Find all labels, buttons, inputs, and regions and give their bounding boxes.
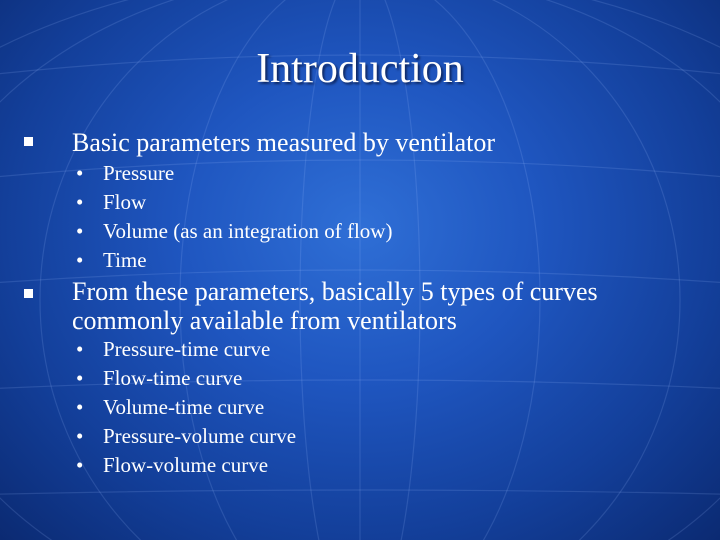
list-item [76,422,676,451]
bullet-dot-icon: • [76,337,84,361]
list-item-label: Volume-time curve [103,395,265,419]
list-item [76,217,676,246]
bullet-dot-icon: • [76,219,84,243]
bullet-curve-types [24,277,694,337]
list-item-label: Flow-time curve [103,366,243,390]
list-item-label: Pressure-volume curve [103,424,297,448]
slide-title: Introduction [256,46,464,92]
list-item-label: Pressure-time curve [103,337,271,361]
bullet-dot-icon: • [76,190,84,214]
list-item [76,393,676,422]
list-item-label: Pressure [103,161,175,185]
parameters-list [76,159,676,275]
bullet-dot-icon: • [76,453,84,477]
list-item [76,159,676,188]
bullet-dot-icon: • [76,366,84,390]
curve-types-list [76,335,676,480]
list-item [76,246,676,275]
list-item [76,451,676,480]
square-bullet-icon [24,289,33,298]
list-item-label: Volume (as an integration of flow) [103,219,393,243]
list-item [76,335,676,364]
bullet-text-line-1: From these parameters, basically 5 types of curves [72,277,598,306]
list-item [76,188,676,217]
list-item-label: Flow-volume curve [103,453,269,477]
list-item [76,364,676,393]
bullet-text: Basic parameters measured by ventilator [72,128,496,157]
bullet-basic-parameters [24,128,694,160]
list-item-label: Time [103,248,147,272]
bullet-dot-icon: • [76,395,84,419]
bullet-text-line-2: commonly available from ventilators [72,306,457,335]
bullet-dot-icon: • [76,248,84,272]
square-bullet-icon [24,137,33,146]
list-item-label: Flow [103,190,147,214]
bullet-dot-icon: • [76,161,84,185]
bullet-dot-icon: • [76,424,84,448]
